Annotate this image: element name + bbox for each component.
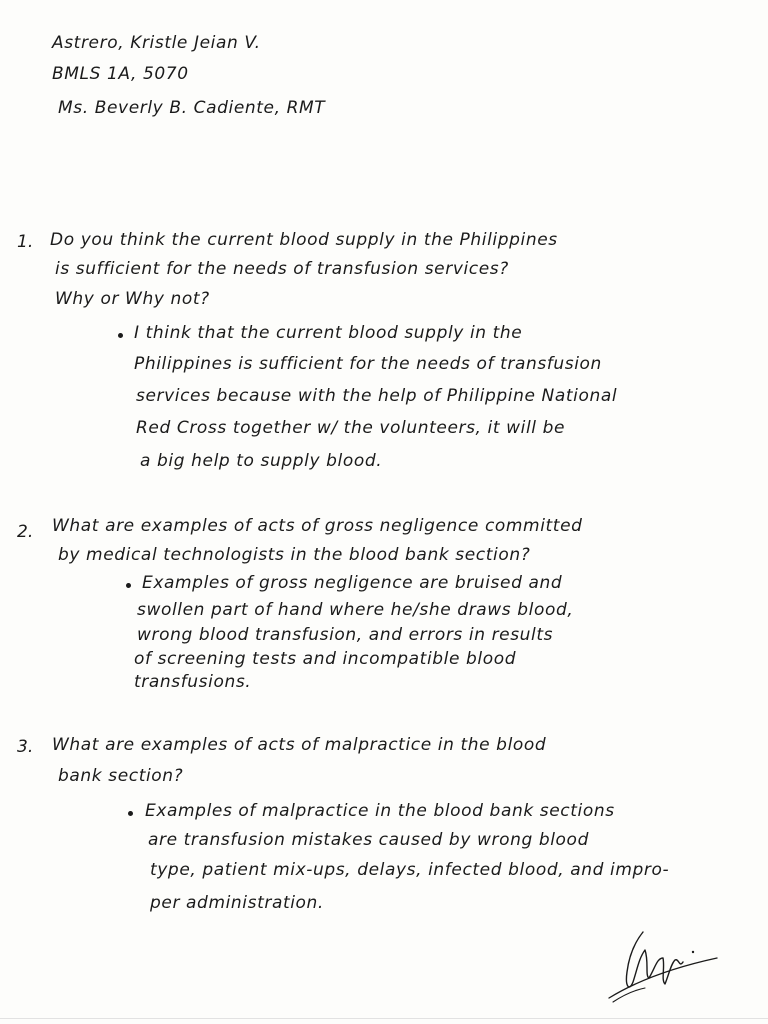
question-line: by medical technologists in the blood bank section? bbox=[58, 545, 531, 565]
student-name: Astrero, Kristle Jeian V. bbox=[52, 33, 261, 53]
question-number: 2. bbox=[17, 522, 34, 542]
answer-line: are transfusion mistakes caused by wrong blood bbox=[148, 830, 589, 850]
question-line: bank section? bbox=[58, 766, 184, 786]
answer-line: Philippines is sufficient for the needs of transfusion bbox=[134, 354, 602, 374]
question-number: 1. bbox=[17, 232, 34, 252]
answer-line: services because with the help of Philippine National bbox=[136, 386, 618, 406]
instructor-name: Ms. Beverly B. Cadiente, RMT bbox=[58, 98, 326, 118]
question-line: What are examples of acts of malpractice in the blood bbox=[52, 735, 547, 755]
answer-line: type, patient mix-ups, delays, infected blood, and impro- bbox=[150, 860, 670, 880]
answer-line: swollen part of hand where he/she draws blood, bbox=[137, 600, 574, 620]
answer-line: of screening tests and incompatible blood bbox=[134, 649, 517, 669]
answer-bullet bbox=[126, 583, 131, 588]
question-line: What are examples of acts of gross negligence committed bbox=[52, 516, 583, 536]
page-bottom-edge bbox=[0, 1018, 768, 1019]
answer-bullet bbox=[118, 333, 123, 338]
signature-icon bbox=[605, 928, 720, 1008]
question-line: Do you think the current blood supply in the Philippines bbox=[50, 230, 558, 250]
answer-line: Red Cross together w/ the volunteers, it will be bbox=[136, 418, 566, 438]
question-number: 3. bbox=[17, 737, 34, 757]
answer-line: Examples of malpractice in the blood bank sections bbox=[145, 801, 615, 821]
answer-line: Examples of gross negligence are bruised and bbox=[142, 573, 563, 593]
question-line: Why or Why not? bbox=[55, 289, 210, 309]
student-section: BMLS 1A, 5070 bbox=[52, 64, 189, 84]
answer-line: per administration. bbox=[150, 893, 324, 913]
answer-line: wrong blood transfusion, and errors in results bbox=[137, 625, 554, 645]
answer-line: I think that the current blood supply in the bbox=[134, 323, 523, 343]
answer-bullet bbox=[128, 811, 133, 816]
answer-line: a big help to supply blood. bbox=[140, 451, 383, 471]
answer-line: transfusions. bbox=[134, 672, 252, 692]
question-line: is sufficient for the needs of transfusion services? bbox=[55, 259, 509, 279]
